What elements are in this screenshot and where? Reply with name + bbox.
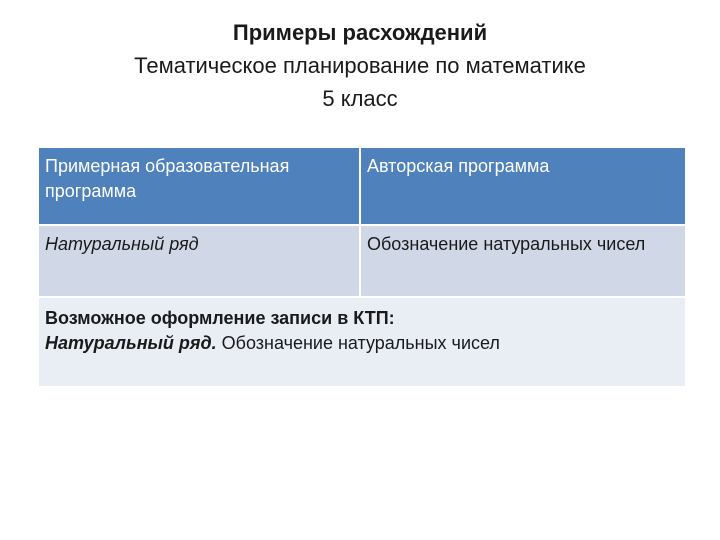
ktp-record-example xyxy=(45,331,677,356)
header-cell-author-program: Авторская программа xyxy=(360,147,686,225)
title-line-2: Тематическое планирование по математике xyxy=(134,53,586,78)
title-line-1: Примеры расхождений xyxy=(232,20,488,45)
table-header-row xyxy=(38,147,686,225)
ktp-record-heading: Возможное оформление записи в КТП: xyxy=(45,308,395,328)
title-line-3: 5 класс xyxy=(322,86,398,111)
cell-ktp-record xyxy=(38,297,686,387)
table-row xyxy=(38,225,686,297)
slide-title xyxy=(0,16,720,115)
ktp-record-rest: Обозначение натуральных чисел xyxy=(216,333,500,353)
table-merged-row xyxy=(38,297,686,387)
ktp-record-topic: Натуральный ряд. xyxy=(45,333,217,353)
cell-natural-numbers-notation: Обозначение натуральных чисел xyxy=(360,225,686,297)
cell-natural-series: Натуральный ряд xyxy=(38,225,360,297)
header-cell-sample-program: Примерная образовательная программа xyxy=(38,147,360,225)
comparison-table xyxy=(37,146,685,388)
